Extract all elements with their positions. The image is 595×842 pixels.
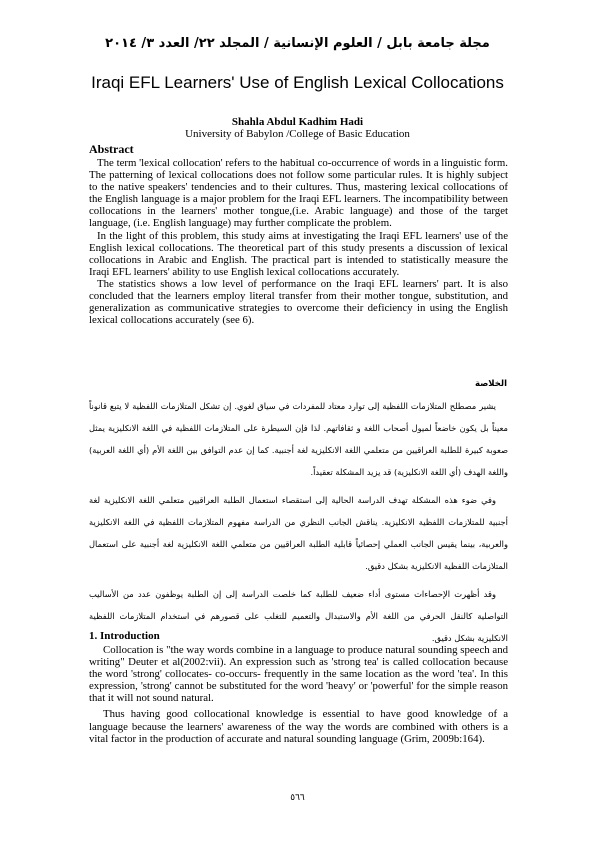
introduction-paragraph: Collocation is "the way words combine in a language to produce natural sounding speech and writing" Deuter et al(2002:vii). An expression such as 'strong tea' is called collocation because the word 'strong' collocates- co-occurs- frequently in the same location as the word 'tea'. In this expression, 'strong' cannot be substituted for the word 'heavy' or 'powerful' for the simple reason that it will not sound natural. (89, 644, 508, 705)
introduction-heading: 1. Introduction (89, 630, 160, 642)
introduction-paragraph: Thus having good collocational knowledge is essential to have good knowledge of a language because the learners' awareness of the way the words are combined with others is a vital factor in the production of accurate and natural sounding language (Grim, 2009b:164). (89, 708, 508, 745)
abstract-body (89, 157, 508, 326)
introduction-body (89, 644, 508, 749)
abstract-paragraph: The term 'lexical collocation' refers to the habitual co-occurrence of words in a linguistic form. The patterning of lexical collocations does not follow some particular rules. It is highly subject to the native speakers' tendencies and to their cultures. Thus, mastering lexical collocations of the English language is a major problem for the Iraqi EFL learners. The incompatibility between collocations in the learners' mother tongue,(i.e. Arabic language) and those of the target language, (i.e. English language) may further complicate the problem. (89, 157, 508, 230)
author-affiliation: University of Babylon /College of Basic Education (185, 128, 410, 140)
abstract-heading: Abstract (89, 142, 134, 156)
arabic-abstract-paragraph: وفي ضوء هذه المشكلة تهدف الدراسة الحالية إلى استقصاء استعمال الطلبة العراقيين متعلمي اللغة الانكليزية لغة أجنبية للمتلازمات اللفظية الانكليزية. يناقش الجانب النظري من الدراسة مفهوم المتلازمات اللفظية في اللغة الانكليزية والعربية، بينما يقيس الجانب العملي إحصائياً قابلية الطلبة العراقيين من متعلمي اللغة الانكليزية لغة أجنبية على استعمال المتلازمات اللفظية الانكليزية بشكل دقيق. (89, 495, 508, 571)
arabic-abstract-heading: الخلاصة (474, 379, 507, 389)
abstract-paragraph: In the light of this problem, this study aims at investigating the Iraqi EFL learners' use of the English lexical collocations. The theoretical part of this study presents a discussion of lexical collocations in Arabic and English. The practical part is intended to statistically measure the Iraqi EFL learners' ability to use English lexical collocations accurately. (89, 229, 508, 278)
author-name: Shahla Abdul Kadhim Hadi (231, 116, 364, 128)
article-title: Iraqi EFL Learners' Use of English Lexical Collocations (91, 73, 504, 92)
abstract-paragraph: The statistics shows a low level of performance on the Iraqi EFL learners' part. It is also concluded that the learners employ literal transfer from their mother tongue, substitution, and generalization as communicative strategies to overcome their deficiency in using the English lexical collocations accurately (see 6). (89, 277, 508, 327)
journal-header: مجلة جامعة بابل / العلوم الإنسانية / المجلد ٢٢/ العدد ٣/ ٢٠١٤ (105, 36, 490, 51)
arabic-abstract-paragraph: يشير مصطلح المتلازمات اللفظية إلى توارد معتاد للمفردات في سياق لغوي. إن تشكل المتلازمات اللفظية لا يتبع قانوناً معيناً بل يكون خاضعاً لميول أصحاب اللغة و ثقافاتهم. لذا فإن السيطرة على المتلازمات اللفظية في اللغة الانكليزية يمثل صعوبة كبيرة للطلبة العراقيين من متعلمي اللغة الانكليزية لغة أجنبية. كما إن عدم التوافق بين اللغة الأم (أي اللغة العربية) واللغة الهدف (أي اللغة الانكليزية) قد يزيد المشكلة تعقيداً. (89, 401, 508, 477)
arabic-abstract-paragraph: وقد أظهرت الإحصاءات مستوى أداء ضعيف للطلبة كما خلصت الدراسة إلى إن الطلبة يوظفون عدد من الأساليب التواصلية كالنقل الحرفي من اللغة الأم والاستبدال والتعميم للتغلب على قصورهم في استخدام المتلازمات اللفظية الانكليزية بشكل دقيق. (89, 589, 508, 643)
arabic-abstract-body (89, 395, 508, 655)
page-number: ٥٦٦ (290, 793, 305, 803)
